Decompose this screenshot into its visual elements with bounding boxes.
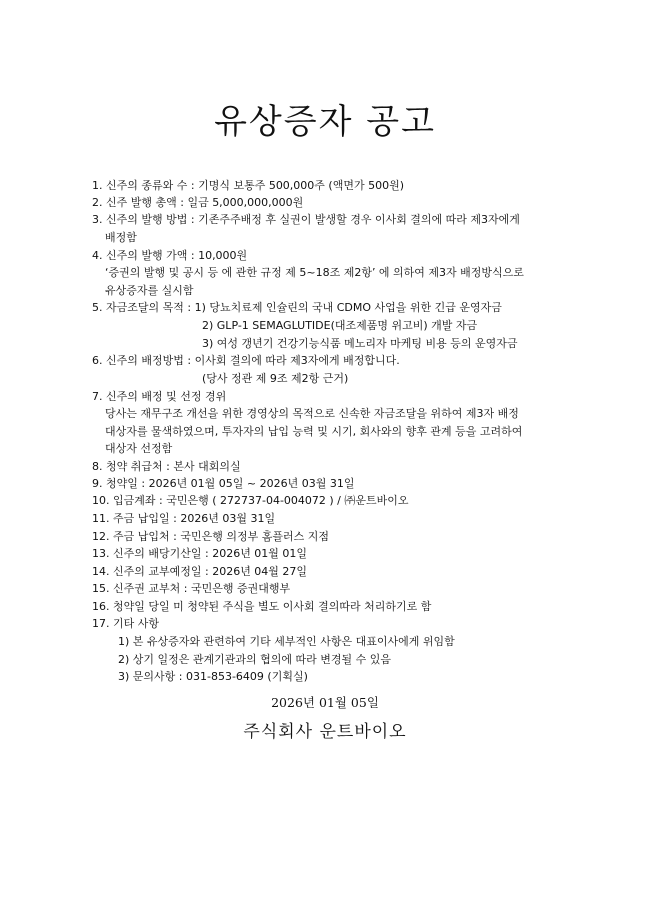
item-7-line: 7. 신주의 배정 및 선정 경위 [92,390,227,403]
item-14-line: 14. 신주의 교부예정일 : 2026년 04월 27일 [92,565,308,578]
item-16-line: 16. 청약일 당일 미 청약된 주식을 별도 이사회 결의따라 처리하기로 함 [92,600,432,613]
item-4-line-cont: ‘증권의 발행 및 공시 등 에 관한 규정 제 5~18조 제2항’ 에 의하여 제3자 배정방식으로 [105,266,524,279]
item-1-line: 1. 신주의 종류와 수 : 기명식 보통주 500,000주 (액면가 500원) [92,179,405,192]
item-11-line: 11. 주금 납입일 : 2026년 03월 31일 [92,512,276,525]
item-5-line: 5. 자금조달의 목적 : 1) 당뇨치료제 인슐린의 국내 CDMO 사업을 위한 긴급 운영자금 [92,301,502,314]
item-17-line-cont: 2) 상기 일정은 관계기관과의 협의에 따라 변경될 수 있음 [118,653,392,666]
item-3-line: 3. 신주의 발행 방법 : 기존주주배정 후 실권이 발생할 경우 이사회 결의에 따라 제3자에게 [92,213,520,226]
notice-date: 2026년 01월 05일 [271,695,379,710]
item-15-line: 15. 신주권 교부처 : 국민은행 증권대행부 [92,582,291,595]
item-13-line: 13. 신주의 배당기산일 : 2026년 01월 01일 [92,547,308,560]
item-3-line-cont: 배정함 [105,231,137,244]
item-10-line: 10. 입금계좌 : 국민은행 ( 272737-04-004072 ) / ㈜운트바이오 [92,494,409,507]
item-4-line: 4. 신주의 발행 가액 : 10,000원 [92,249,248,262]
item-4-line-cont: 유상증자를 실시함 [105,284,194,297]
item-5-line-cont: 2) GLP-1 SEMAGLUTIDE(대조제품명 위고비) 개발 자금 [202,319,478,332]
item-17-line-cont: 1) 본 유상증자와 관련하여 기타 세부적인 사항은 대표이사에게 위임함 [118,635,455,648]
item-9-line: 9. 청약일 : 2026년 01월 05일 ~ 2026년 03월 31일 [92,477,355,490]
company-name: 주식회사 운트바이오 [243,722,407,742]
item-5-line-cont: 3) 여성 갱년기 건강기능식품 메노리자 마케팅 비용 등의 운영자금 [202,337,518,350]
item-7-line-cont: 대상자를 물색하였으며, 투자자의 납입 능력 및 시기, 회사와의 향후 관계 등을 고려하여 [105,425,523,438]
item-6-line-cont: (당사 정관 제 9조 제2항 근거) [202,372,349,385]
item-17-line: 17. 기타 사항 [92,617,159,630]
notice-title: 유상증자 공고 [214,102,436,142]
item-7-line-cont: 대상자 선정함 [105,442,173,455]
item-12-line: 12. 주금 납입처 : 국민은행 의정부 홈플러스 지점 [92,530,329,543]
item-7-line-cont: 당사는 재무구조 개선을 위한 경영상의 목적으로 신속한 자금조달을 위하여 제3자 배정 [105,407,519,420]
item-17-line-cont: 3) 문의사항 : 031-853-6409 (기획실) [118,670,308,683]
item-8-line: 8. 청약 취급처 : 본사 대회의실 [92,460,241,473]
item-2-line: 2. 신주 발행 총액 : 일금 5,000,000,000원 [92,196,304,209]
item-6-line: 6. 신주의 배정방법 : 이사회 결의에 따라 제3자에게 배정합니다. [92,354,400,367]
